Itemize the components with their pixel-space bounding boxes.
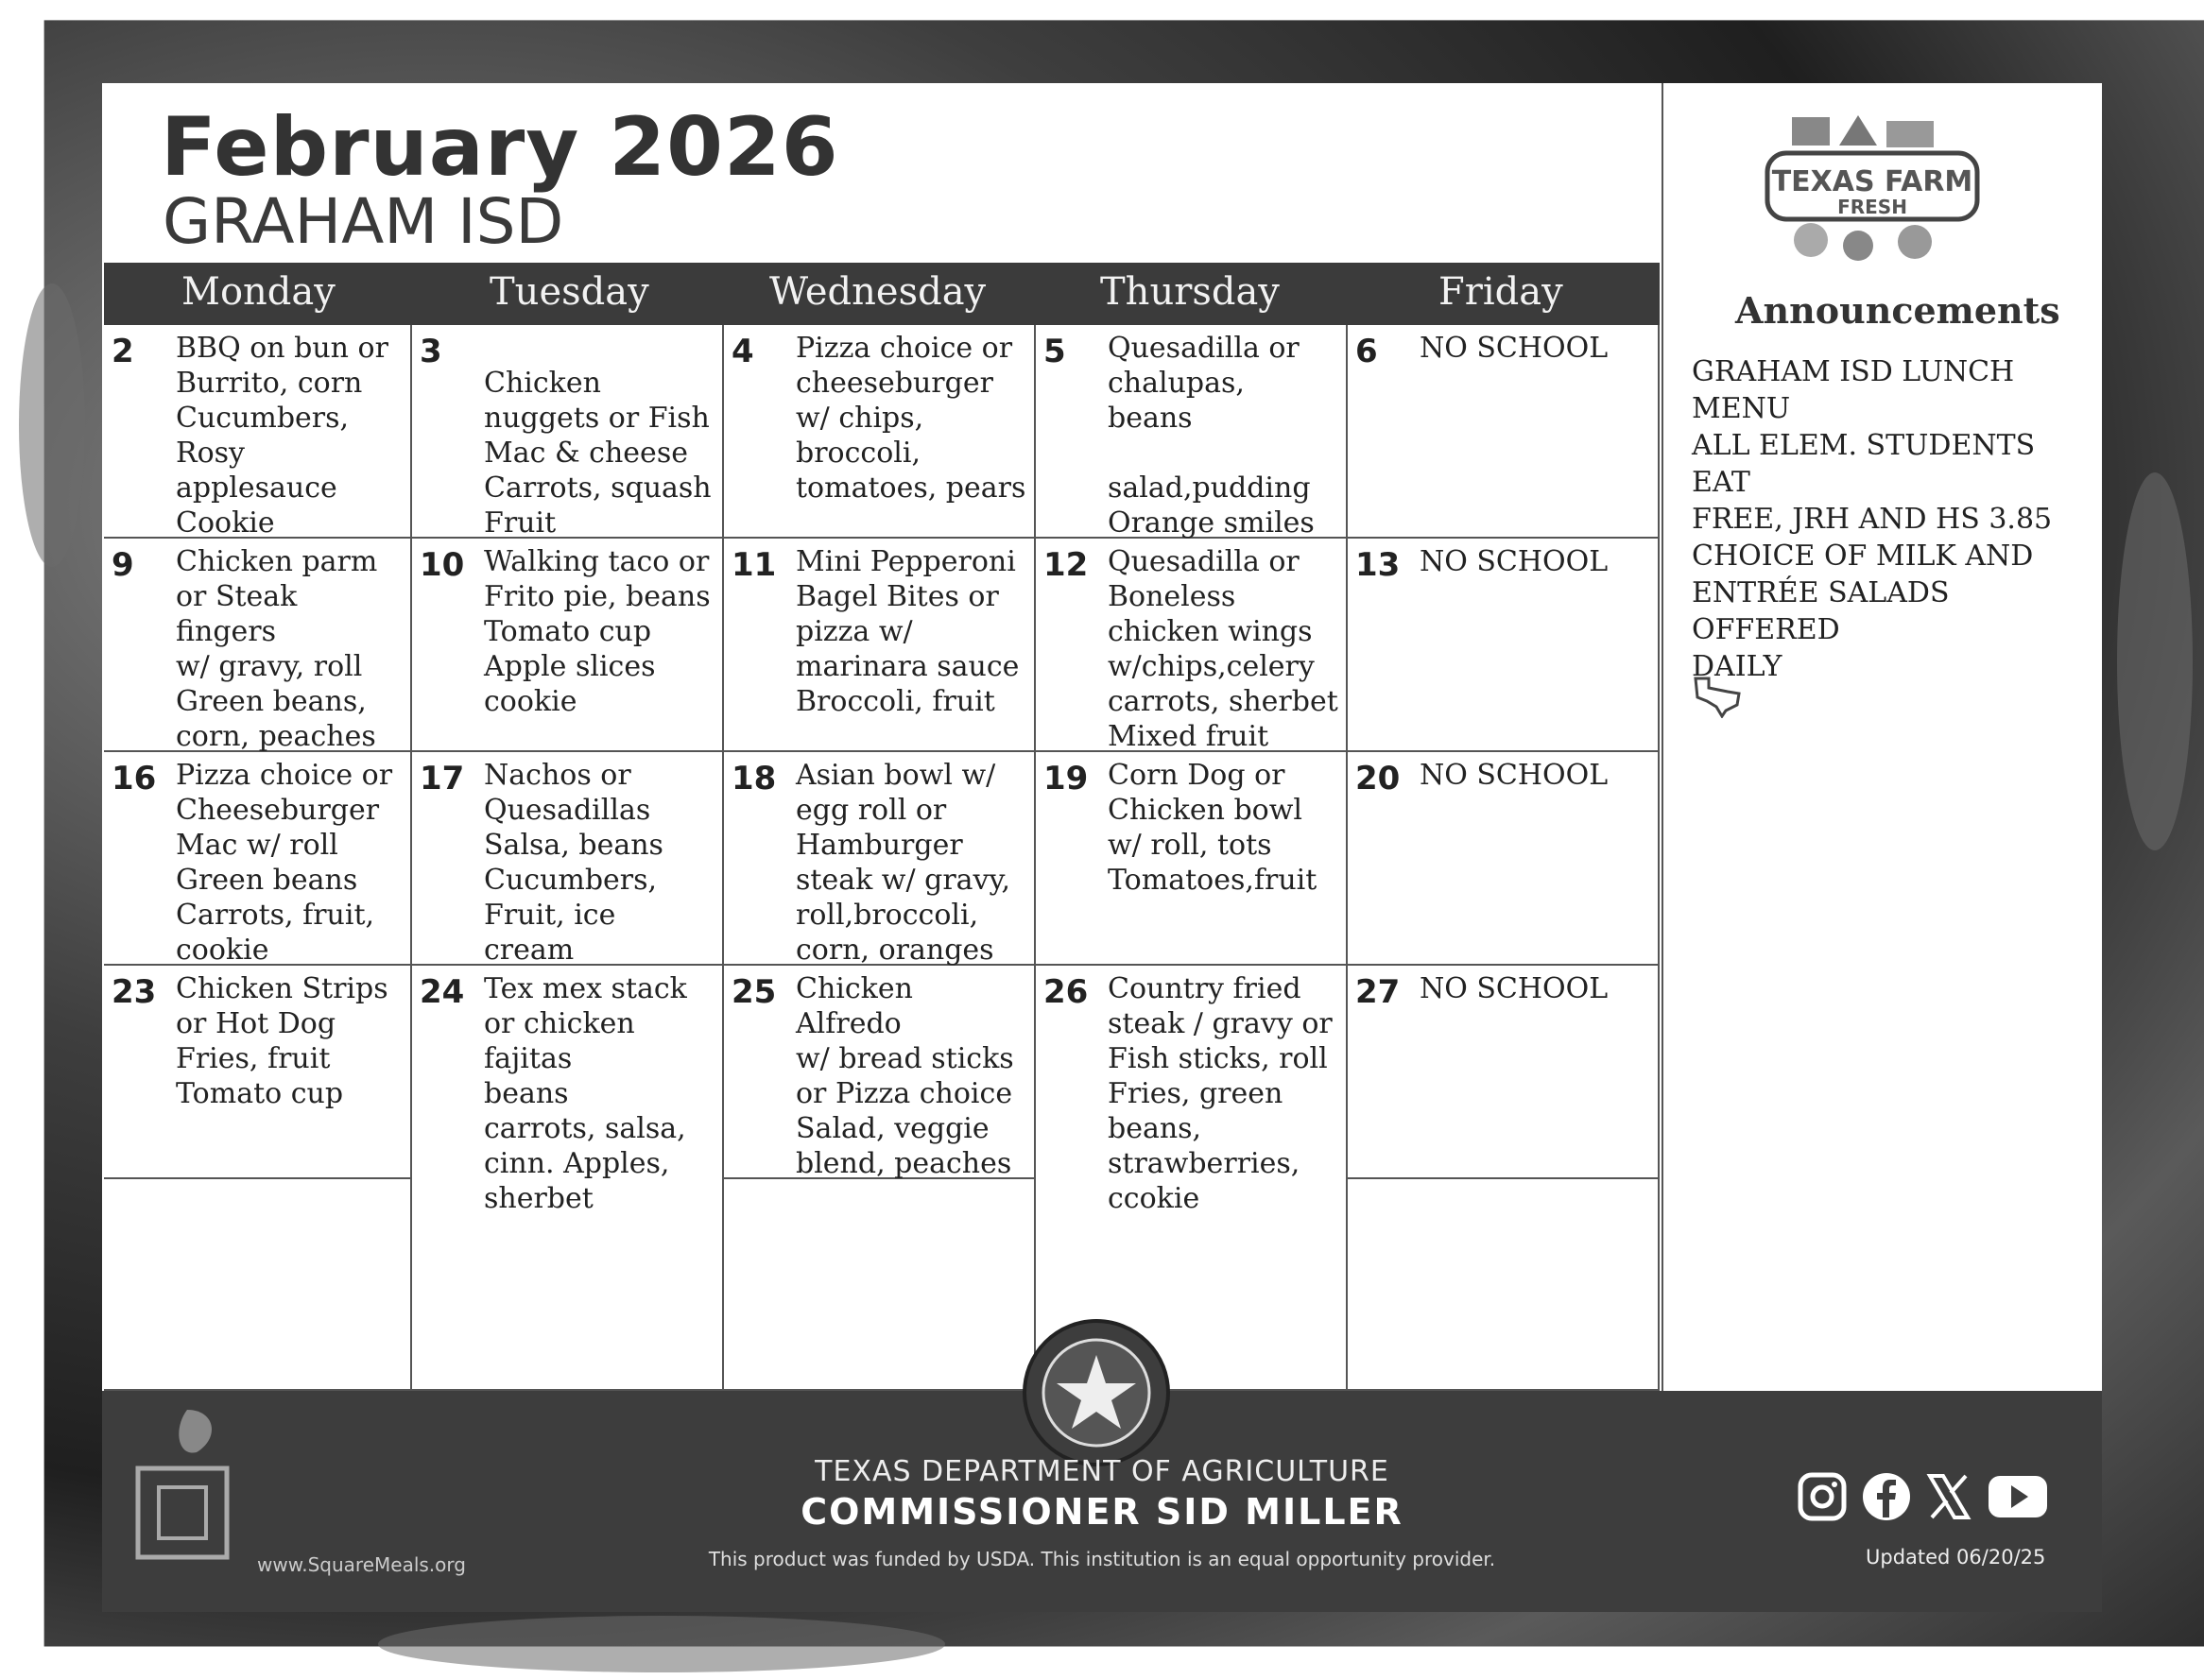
menu-text: Quesadilla or chalupas, beans salad,pudding Orange smiles bbox=[1108, 332, 1315, 540]
day-cell bbox=[1348, 325, 1660, 539]
day-number: 20 bbox=[1355, 760, 1401, 797]
tda-seal-icon bbox=[1021, 1317, 1172, 1468]
day-cell bbox=[104, 752, 412, 966]
day-number: 23 bbox=[112, 973, 157, 1011]
empty-cell bbox=[104, 1179, 412, 1391]
announcements-body: GRAHAM ISD LUNCH MENU ALL ELEM. STUDENTS EAT FREE, JRH AND HS 3.85 CHOICE OF MILK AND ENTRÉE SALADS OFFERED DAILY bbox=[1692, 355, 2053, 683]
day-number: 26 bbox=[1043, 973, 1089, 1011]
menu-text: Tex mex stack or chicken fajitas beans carrots, salsa, cinn. Apples, sherbet bbox=[484, 972, 687, 1215]
day-cell bbox=[1036, 539, 1348, 752]
leaf-decoration bbox=[2117, 472, 2193, 850]
day-number: 6 bbox=[1355, 333, 1378, 370]
district-name: GRAHAM ISD bbox=[163, 185, 564, 258]
instagram-icon[interactable] bbox=[1796, 1470, 1849, 1523]
menu-text: NO SCHOOL bbox=[1420, 545, 1609, 578]
menu-text: Mini Pepperoni Bagel Bites or pizza w/ marinara sauce Broccoli, fruit bbox=[796, 545, 1020, 718]
page-title: February 2026 bbox=[161, 100, 839, 195]
day-number: 24 bbox=[420, 973, 465, 1011]
day-number: 17 bbox=[420, 760, 465, 797]
youtube-icon[interactable] bbox=[1987, 1470, 2049, 1523]
menu-text: Chicken nuggets or Fish Mac & cheese Carrots, squash Fruit bbox=[484, 367, 712, 540]
menu-text: Chicken parm or Steak fingers w/ gravy, roll Green beans, corn, peaches bbox=[176, 545, 378, 753]
day-cell bbox=[1036, 325, 1348, 539]
menu-text: Walking taco or Frito pie, beans Tomato cup Apple slices cookie bbox=[484, 545, 711, 718]
menu-text: Quesadilla or Boneless chicken wings w/chips,celery carrots, sherbet Mixed fruit bbox=[1108, 545, 1338, 753]
day-number: 11 bbox=[732, 546, 777, 584]
weekday-header bbox=[104, 263, 1660, 325]
day-number: 12 bbox=[1043, 546, 1089, 584]
day-number: 10 bbox=[420, 546, 465, 584]
day-cell bbox=[104, 539, 412, 752]
day-number: 9 bbox=[112, 546, 134, 584]
day-number: 3 bbox=[420, 333, 442, 370]
day-cell bbox=[1348, 752, 1660, 966]
department-name: TEXAS DEPARTMENT OF AGRICULTURE bbox=[815, 1455, 1389, 1488]
texas-state-icon bbox=[1690, 673, 1743, 718]
day-cell bbox=[412, 539, 724, 752]
svg-text:FRESH: FRESH bbox=[1837, 196, 1907, 218]
day-cell bbox=[412, 966, 724, 1391]
day-cell bbox=[412, 325, 724, 539]
menu-text: Pizza choice or Cheeseburger Mac w/ roll Green beans Carrots, fruit, cookie bbox=[176, 759, 393, 967]
leaf-decoration bbox=[378, 1616, 945, 1672]
day-number: 4 bbox=[732, 333, 754, 370]
announcements-title: Announcements bbox=[1735, 289, 2060, 332]
usda-disclaimer: This product was funded by USDA. This institution is an equal opportunity provider. bbox=[708, 1548, 1496, 1570]
menu-text: NO SCHOOL bbox=[1420, 759, 1609, 792]
texas-farm-fresh-logo bbox=[1754, 108, 1990, 268]
weekday-label: Monday bbox=[181, 270, 336, 314]
updated-date: Updated 06/20/25 bbox=[1866, 1546, 2046, 1569]
menu-text: Corn Dog or Chicken bowl w/ roll, tots Tomatoes,fruit bbox=[1108, 759, 1317, 897]
menu-text: Nachos or Quesadillas Salsa, beans Cucumbers, Fruit, ice cream bbox=[484, 759, 663, 967]
day-number: 27 bbox=[1355, 973, 1401, 1011]
day-cell bbox=[1348, 966, 1660, 1179]
menu-text: Asian bowl w/ egg roll or Hamburger steak w/ gravy, roll,broccoli, corn, oranges bbox=[796, 759, 1011, 967]
menu-text: Country fried steak / gravy or Fish sticks, roll Fries, green beans, strawberries, ccokie bbox=[1108, 972, 1333, 1215]
empty-cell bbox=[1348, 1179, 1660, 1391]
weekday-label: Friday bbox=[1438, 270, 1563, 314]
menu-text: Chicken Alfredo w/ bread sticks or Pizza choice Salad, veggie blend, peaches bbox=[796, 972, 1014, 1180]
svg-text:TEXAS FARM: TEXAS FARM bbox=[1771, 165, 1973, 198]
menu-text: BBQ on bun or Burrito, corn Cucumbers, Rosy applesauce Cookie bbox=[176, 332, 388, 540]
menu-text: NO SCHOOL bbox=[1420, 972, 1609, 1005]
day-number: 25 bbox=[732, 973, 777, 1011]
day-cell bbox=[1036, 752, 1348, 966]
day-cell bbox=[1348, 539, 1660, 752]
day-number: 18 bbox=[732, 760, 777, 797]
day-number: 13 bbox=[1355, 546, 1401, 584]
day-number: 19 bbox=[1043, 760, 1089, 797]
weekday-label: Wednesday bbox=[769, 270, 987, 314]
x-icon[interactable] bbox=[1922, 1470, 1975, 1523]
weekday-label: Thursday bbox=[1100, 270, 1280, 314]
footer bbox=[102, 1391, 2102, 1612]
facebook-icon[interactable] bbox=[1860, 1470, 1913, 1523]
day-cell bbox=[724, 325, 1036, 539]
day-cell bbox=[104, 966, 412, 1179]
menu-text: Chicken Strips or Hot Dog Fries, fruit Tomato cup bbox=[176, 972, 388, 1110]
day-cell bbox=[724, 966, 1036, 1179]
calendar-grid bbox=[104, 325, 1660, 1391]
day-cell bbox=[412, 752, 724, 966]
calendar bbox=[104, 263, 1660, 1391]
square-meals-url[interactable]: www.SquareMeals.org bbox=[257, 1553, 466, 1576]
day-cell bbox=[724, 752, 1036, 966]
menu-text: NO SCHOOL bbox=[1420, 332, 1609, 365]
empty-cell bbox=[724, 1179, 1036, 1391]
announcements-panel bbox=[1662, 83, 2104, 1391]
day-number: 5 bbox=[1043, 333, 1066, 370]
day-number: 16 bbox=[112, 760, 157, 797]
leaf-decoration bbox=[19, 283, 85, 567]
menu-sheet bbox=[102, 83, 2102, 1612]
day-number: 2 bbox=[112, 333, 134, 370]
day-cell bbox=[104, 325, 412, 539]
weekday-label: Tuesday bbox=[490, 270, 649, 314]
day-cell bbox=[724, 539, 1036, 752]
menu-text: Pizza choice or cheeseburger w/ chips, broccoli, tomatoes, pears bbox=[796, 332, 1026, 505]
commissioner-name: COMMISSIONER SID MILLER bbox=[801, 1491, 1403, 1533]
